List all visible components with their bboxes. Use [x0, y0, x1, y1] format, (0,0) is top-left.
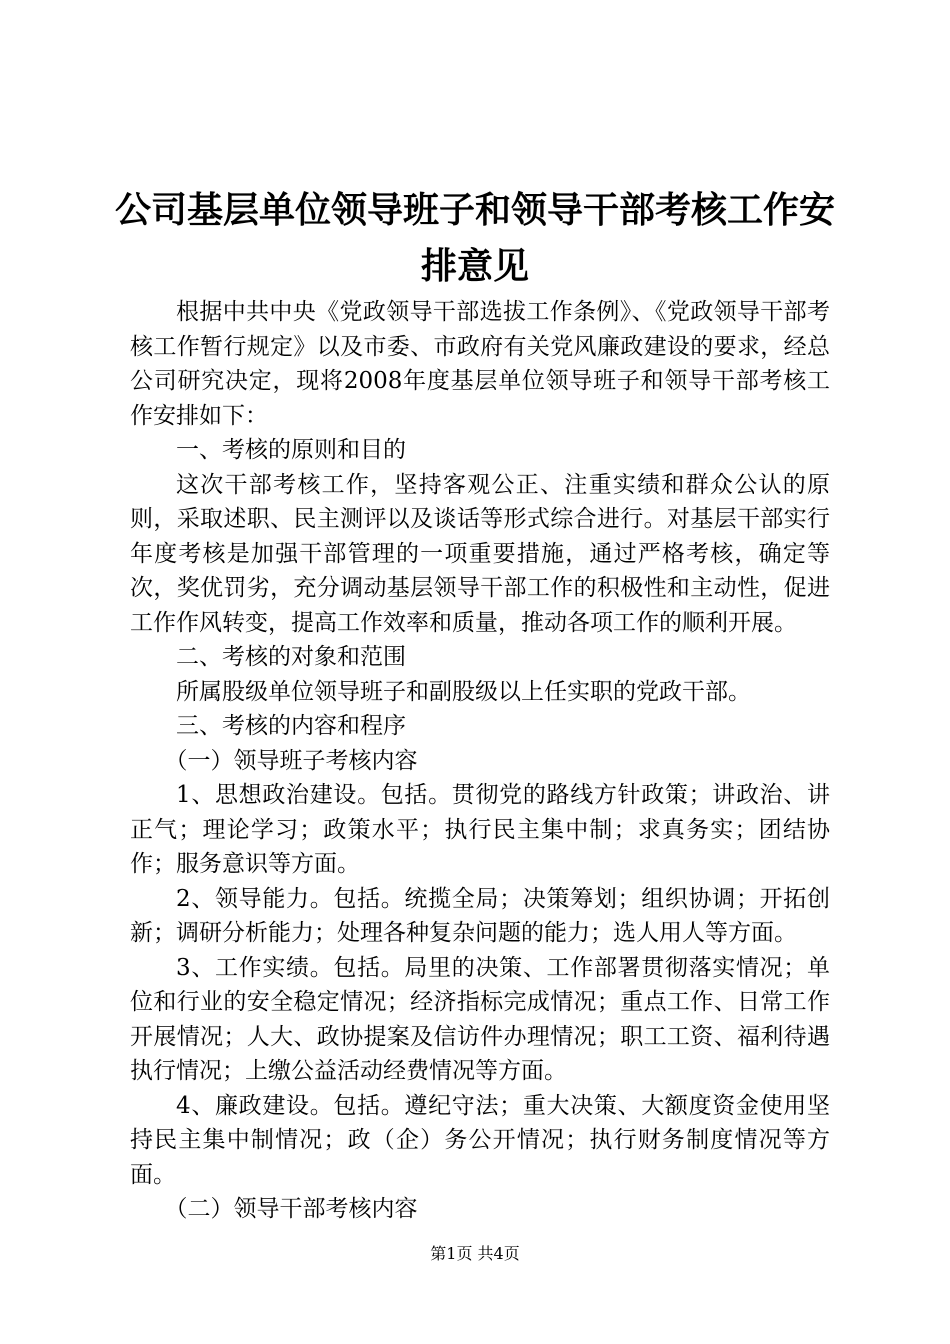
- section-heading-1: 一、考核的原则和目的: [176, 437, 406, 463]
- section-1-paragraph: 这次干部考核工作，坚持客观公正、注重实绩和群众公认的原则，采取述职、民主测评以及谈话等形式综合进行。对基层干部实行年度考核是加强干部管理的一项重要措施，通过严格考核，确定等次，奖优罚劣，充分调动基层领导干部工作的积极性和主动性，促进工作作风转变，提高工作效率和质量，推动各项工作的顺利开展。: [130, 471, 830, 636]
- section-2-paragraph: 所属股级单位领导班子和副股级以上任实职的党政干部。: [176, 678, 751, 705]
- subsection-heading-2: （二）领导干部考核内容: [164, 1196, 418, 1222]
- document-title-line2: 排意见: [420, 245, 529, 287]
- item-4-paragraph: 4、廉政建设。包括。遵纪守法；重大决策、大额度资金使用坚持民主集中制情况；政（企）务公开情况；执行财务制度情况等方面。: [130, 1092, 830, 1188]
- page-number-footer: 第1页 共4页: [430, 1244, 520, 1263]
- item-3-paragraph: 3、工作实绩。包括。局里的决策、工作部署贯彻落实情况；单位和行业的安全稳定情况；经济指标完成情况；重点工作、日常工作开展情况；人大、政协提案及信访件办理情况；职工工资、福利待遇执行情况；上缴公益活动经费情况等方面。: [130, 954, 830, 1084]
- item-2-paragraph: 2、领导能力。包括。统揽全局；决策筹划；组织协调；开拓创新；调研分析能力；处理各种复杂问题的能力；选人用人等方面。: [130, 885, 830, 946]
- intro-paragraph: 根据中共中央《党政领导干部选拔工作条例》、《党政领导干部考核工作暂行规定》以及市委、市政府有关党风廉政建设的要求，经总公司研究决定，现将2008年度基层单位领导班子和领导干部考核工作安排如下：: [130, 299, 830, 429]
- section-heading-2: 二、考核的对象和范围: [176, 644, 406, 670]
- document-body: [130, 295, 830, 1227]
- subsection-heading-1: （一）领导班子考核内容: [164, 747, 418, 774]
- document-title-line1: 公司基层单位领导班子和领导干部考核工作安: [114, 189, 835, 231]
- item-1-paragraph: 1、思想政治建设。包括。贯彻党的路线方针政策；讲政治、讲正气；理论学习；政策水平；执行民主集中制；求真务实；团结协作；服务意识等方面。: [130, 782, 830, 877]
- section-heading-3: 三、考核的内容和程序: [176, 713, 406, 739]
